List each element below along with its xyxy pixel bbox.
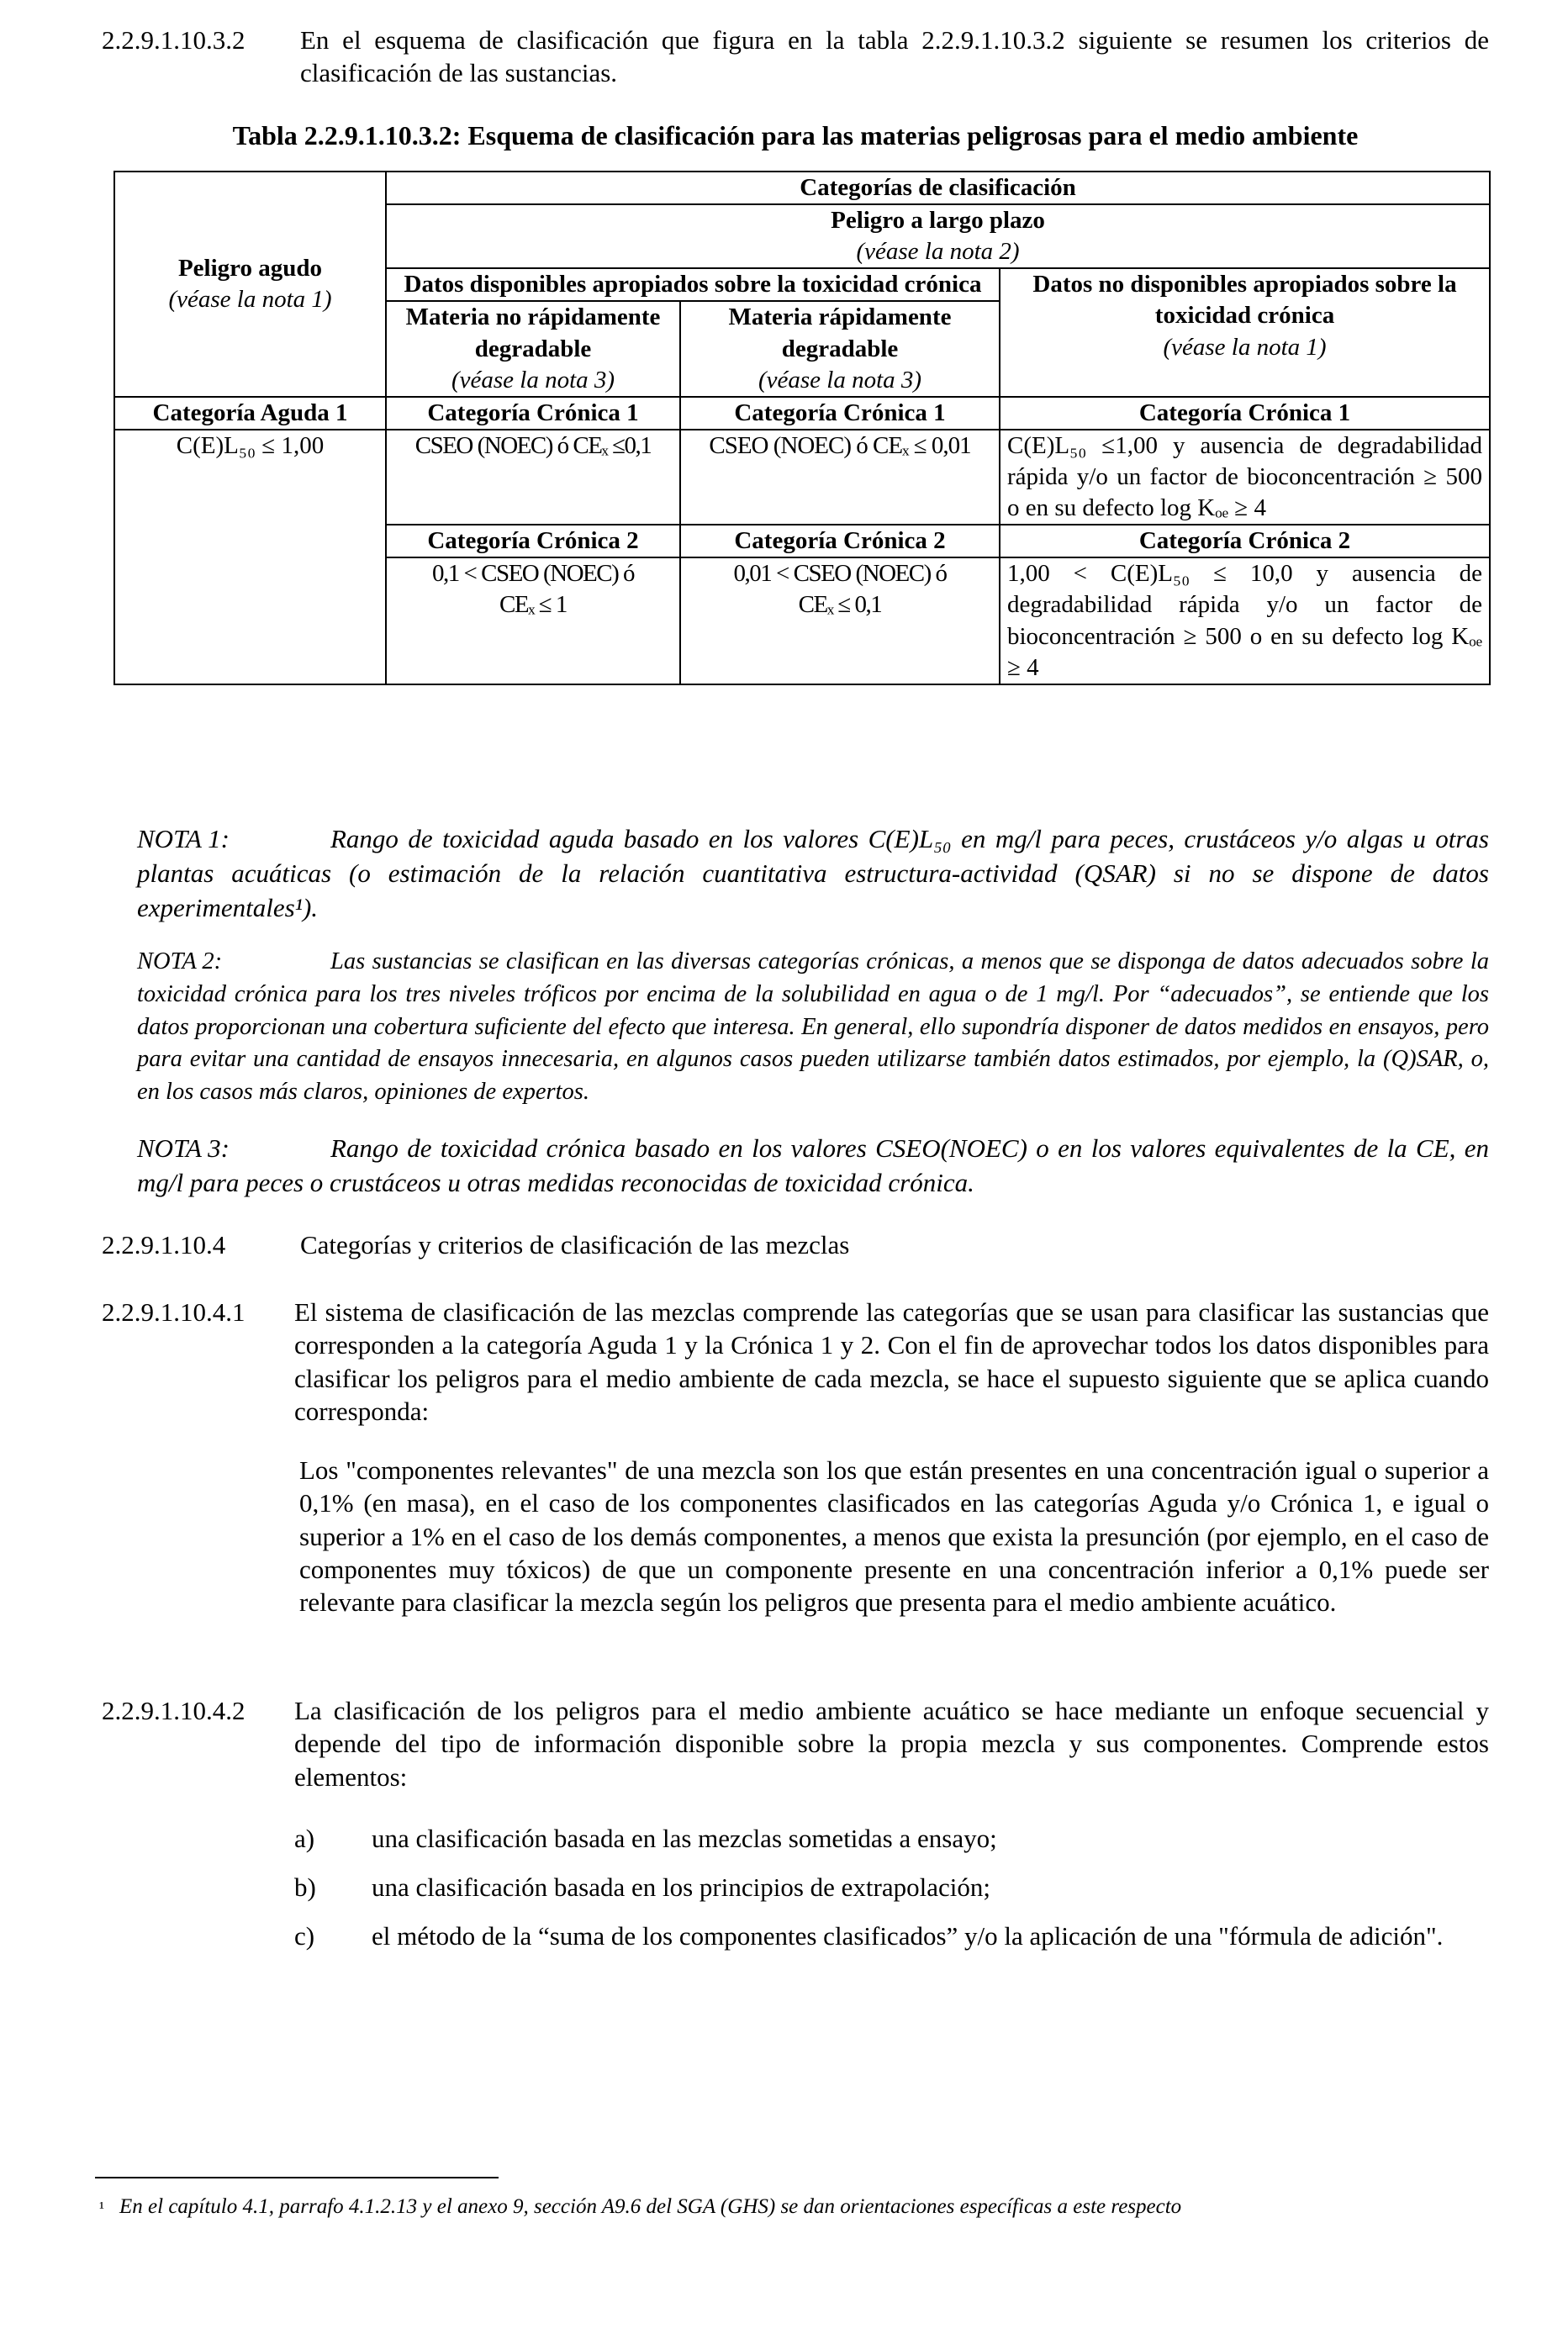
list-item: [294, 1871, 1489, 1904]
paragraph-text: En el esquema de clasificación que figura en la tabla 2.2.9.1.10.3.2 siguiente se resumen los criterios de clasificación de las sustancias.: [300, 25, 1489, 88]
list-text: el método de la “suma de los componentes clasificados” y/o la aplicación de una "fórmula de adición".: [372, 1921, 1444, 1951]
chronic-category-2: Categoría Crónica 2: [680, 525, 1000, 557]
paragraph-3-2: [102, 24, 1489, 91]
list-marker: b): [294, 1872, 316, 1902]
note-label: NOTA 1:: [137, 824, 230, 853]
chronic-1-not-rapid-criterion: CSEO (NOEC) ó CEₓ ≤0,1: [386, 430, 680, 525]
table-row: [114, 430, 1490, 525]
list-text: una clasificación basada en los principios de extrapolación;: [372, 1872, 990, 1902]
note-text: Rango de toxicidad aguda basado en los valores C(E)L₅₀ en mg/l para peces, crustáceos y/o algas u otras plantas acuáticas (o estimación de la relación cuantitativa estructura-actividad (QSAR) si no se dispone de datos experimentales¹).: [137, 824, 1489, 923]
note-text: Rango de toxicidad crónica basado en los valores CSEO(NOEC) o en los valores equivalentes de la CE, en mg/l para peces o crustáceos u otras medidas reconocidas de toxicidad crónica.: [137, 1133, 1489, 1198]
rapidly-degradable-label: Materia rápidamente degradable: [728, 304, 952, 362]
list-text: una clasificación basada en las mezclas sometidas a ensayo;: [372, 1824, 997, 1853]
rapidly-degradable-header: [680, 301, 1000, 396]
data-not-available-label: Datos no disponibles apropiados sobre la toxicidad crónica: [1032, 271, 1457, 330]
long-term-hazard-label: Peligro a largo plazo: [831, 207, 1045, 235]
footnote: [99, 2194, 1181, 2220]
data-available-header: Datos disponibles apropiados sobre la toxicidad crónica: [386, 268, 1000, 301]
long-term-hazard-note: (véase la nota 2): [856, 238, 1020, 266]
chronic-1-rapid-criterion: CSEO (NOEC) ó CEₓ ≤ 0,01: [680, 430, 1000, 525]
acute-hazard-note: (véase la nota 1): [168, 285, 332, 313]
acute-hazard-label: Peligro agudo: [177, 254, 323, 282]
note-label: NOTA 2:: [137, 948, 223, 974]
chronic-category-1: Categoría Crónica 1: [386, 397, 680, 430]
not-rapidly-degradable-note: (véase la nota 3): [451, 366, 615, 393]
footnote-separator: [95, 2177, 499, 2178]
chronic-category-2: Categoría Crónica 2: [1000, 525, 1490, 557]
list-marker: a): [294, 1824, 315, 1853]
note-2: [137, 946, 1489, 1109]
acute-category-1: Categoría Aguda 1: [114, 397, 386, 430]
acute-1-criterion: C(E)L₅₀ ≤ 1,00: [114, 430, 386, 684]
chronic-1-no-data-criterion: C(E)L₅₀ ≤1,00 y ausencia de degradabilidad rápida y/o un factor de bioconcentración ≥ 500 o en su defecto log Kₒₑ ≥ 4: [1000, 430, 1490, 525]
not-rapidly-degradable-header: [386, 301, 680, 396]
footnote-text: En el capítulo 4.1, parrafo 4.1.2.13 y el anexo 9, sección A9.6 del SGA (GHS) se dan orientaciones específicas a este respecto: [119, 2195, 1182, 2218]
list-marker: c): [294, 1921, 315, 1951]
classification-categories-header: Categorías de clasificación: [386, 172, 1490, 204]
note-text: Las sustancias se clasifican en las diversas categorías crónicas, a menos que se disponga de datos adecuados sobre la toxicidad crónica para los tres niveles tróficos por encima de la solubilidad en agua o de 1 mg/l. Por “adecuados”, se entiende que los datos proporcionan una cobertura suficiente del efecto que interesa. En general, ello supondría disponer de datos medidos en ensayos, pero para evitar una cantidad de ensayos innecesaria, en algunos casos pueden utilizarse también datos estimados, por ejemplo, la (Q)SAR, o, en los casos más claros, opiniones de expertos.: [137, 948, 1489, 1105]
data-not-available-header: [1000, 268, 1490, 396]
table-caption: Tabla 2.2.9.1.10.3.2: Esquema de clasificación para las materias peligrosas para el medio ambiente: [232, 120, 1359, 150]
section-number: 2.2.9.1.10.4: [102, 1230, 226, 1259]
not-rapidly-degradable-label: Materia no rápidamente degradable: [405, 304, 661, 362]
section-4-heading: [102, 1228, 1489, 1262]
chronic-2-rapid-criterion: 0,01 < CSEO (NOEC) ó CEₓ ≤ 0,1: [680, 557, 1000, 684]
list-item: [294, 1822, 1489, 1856]
note-1: [137, 821, 1489, 926]
chronic-2-no-data-criterion: 1,00 < C(E)L₅₀ ≤ 10,0 y ausencia de degradabilidad rápida y/o un factor de bioconcentración ≥ 500 o en su defecto log Kₒₑ ≥ 4: [1000, 557, 1490, 684]
table-row: [114, 397, 1490, 430]
paragraph-4-2: [102, 1694, 1489, 1795]
list-item: [294, 1919, 1489, 1987]
long-term-hazard-header: [386, 204, 1490, 268]
chronic-category-1: Categoría Crónica 1: [680, 397, 1000, 430]
paragraph-4-1-indented: Los "componentes relevantes" de una mezcla son los que están presentes en una concentración igual o superior a 0,1% (en masa), en el caso de los componentes clasificados en las categorías Aguda y/o Crónica 1, e igual o superior a 1% en el caso de los demás componentes, a menos que exista la presunción (por ejemplo, en el caso de componentes muy tóxicos) de que un componente presente en una concentración inferior a 0,1% puede ser relevante para clasificar la mezcla según los peligros que presenta para el medio ambiente acuático.: [299, 1455, 1489, 1618]
paragraph-number: 2.2.9.1.10.4.1: [102, 1297, 245, 1327]
footnote-mark: ¹: [99, 2199, 104, 2217]
chronic-2-not-rapid-criterion: 0,1 < CSEO (NOEC) ó CEₓ ≤ 1: [386, 557, 680, 684]
classification-table: [114, 171, 1491, 685]
note-label: NOTA 3:: [137, 1133, 230, 1163]
paragraph-text: La clasificación de los peligros para el medio ambiente acuático se hace mediante un enfoque secuencial y depende del tipo de información disponible sobre la propia mezcla y sus componentes. Comprende estos elementos:: [294, 1696, 1489, 1792]
paragraph-number: 2.2.9.1.10.4.2: [102, 1696, 245, 1725]
note-3: [137, 1131, 1489, 1200]
paragraph-number: 2.2.9.1.10.3.2: [102, 25, 245, 55]
paragraph-4-1: [102, 1296, 1489, 1455]
rapidly-degradable-note: (véase la nota 3): [758, 366, 922, 393]
data-not-available-note: (véase la nota 1): [1163, 333, 1327, 361]
acute-hazard-header: [114, 172, 386, 397]
paragraph-text: El sistema de clasificación de las mezclas comprende las categorías que se usan para clasificar las sustancias que corresponden a la categoría Aguda 1 y la Crónica 1 y 2. Con el fin de aprovechar todos los datos disponibles para clasificar los peligros para el medio ambiente de cada mezcla, se hace el supuesto siguiente que se aplica cuando corresponda:: [294, 1297, 1489, 1427]
section-title: Categorías y criterios de clasificación de las mezclas: [300, 1230, 850, 1259]
chronic-category-2: Categoría Crónica 2: [386, 525, 680, 557]
chronic-category-1: Categoría Crónica 1: [1000, 397, 1490, 430]
